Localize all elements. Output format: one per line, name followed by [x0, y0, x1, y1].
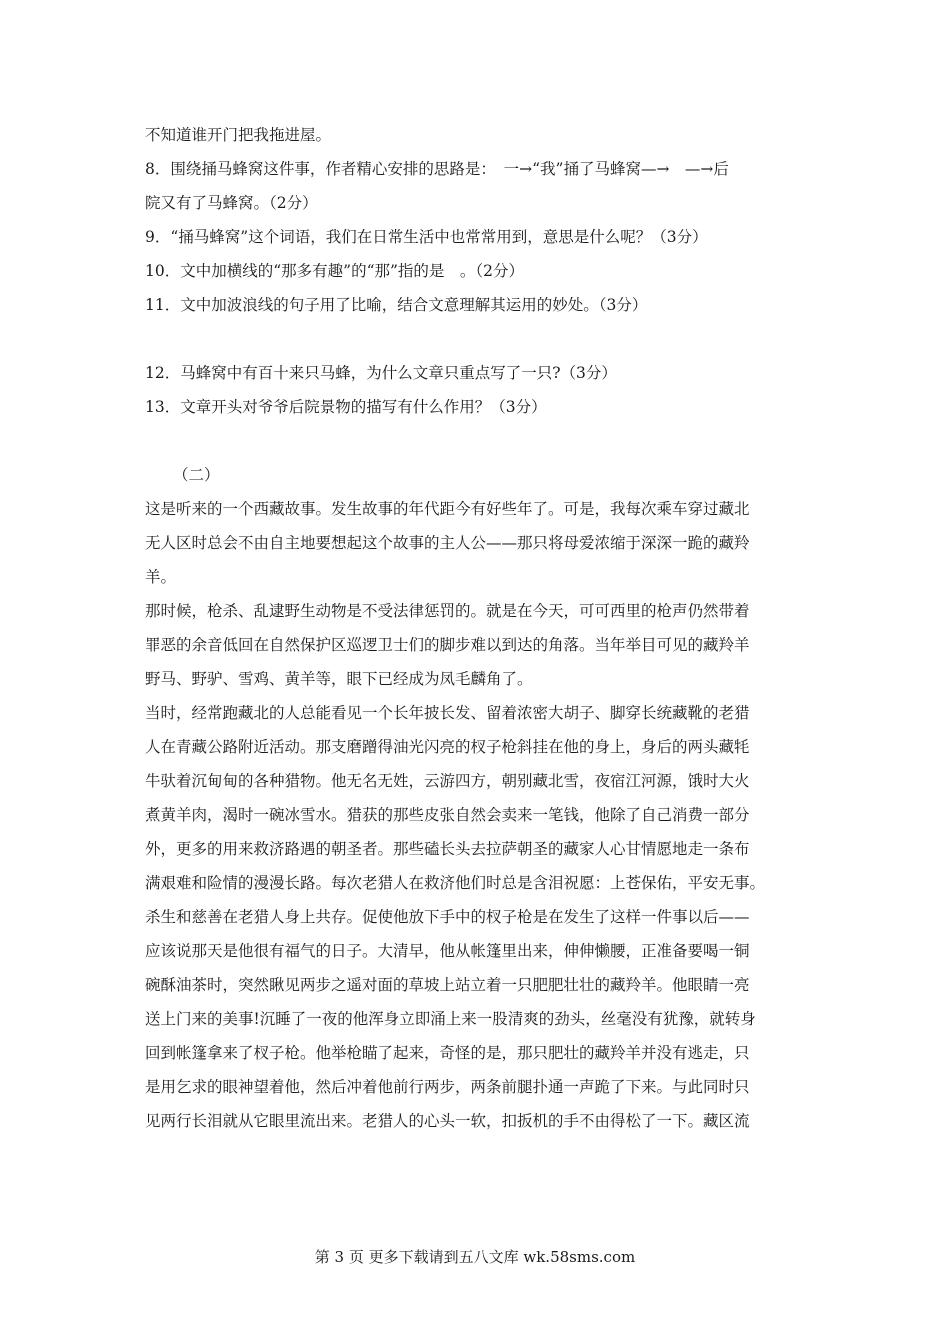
- passage-line: 满艰难和险情的漫漫长路。每次老猎人在救济他们时总是含泪祝愿：上苍保佑，平安无事。: [145, 874, 766, 892]
- question-13: 13．文章开头对爷爷后院景物的描写有什么作用？（3分）: [145, 398, 547, 416]
- passage-line: 当时，经常跑藏北的人总能看见一个长年披长发、留着浓密大胡子、脚穿长统藏靴的老猎: [145, 704, 750, 722]
- passage-line: 回到帐篷拿来了杈子枪。他举枪瞄了起来，奇怪的是，那只肥壮的藏羚羊并没有逃走，只: [145, 1044, 750, 1062]
- question-8-continuation: 院又有了马蜂窝。（2分）: [145, 194, 318, 212]
- passage-line: 牛驮着沉甸甸的各种猎物。他无名无姓，云游四方，朝别藏北雪，夜宿江河源，饿时大火: [145, 772, 750, 790]
- questions-block: [145, 118, 815, 424]
- passage-line: 送上门来的美事!沉睡了一夜的他浑身立即涌上来一股清爽的劲头，丝毫没有犹豫，就转身: [145, 1010, 756, 1028]
- passage-line: 煮黄羊肉，渴时一碗冰雪水。猎获的那些皮张自然会卖来一笔钱，他除了自己消费一部分: [145, 806, 750, 824]
- section-spacer: [145, 424, 815, 458]
- passage-line: 罪恶的余音低回在自然保护区巡逻卫士们的脚步难以到达的角落。当年举目可见的藏羚羊: [145, 636, 750, 654]
- passage-line: 外，更多的用来救济路遇的朝圣者。那些磕长头去拉萨朝圣的藏家人心甘情愿地走一条布: [145, 840, 750, 858]
- page-footer: 第 3 页 更多下载请到五八文库 wk.58sms.com: [314, 1248, 636, 1266]
- passage-line: 见两行长泪就从它眼里流出来。老猎人的心头一软，扣扳机的手不由得松了一下。藏区流: [145, 1112, 750, 1130]
- passage-line: 这是听来的一个西藏故事。发生故事的年代距今有好些年了。可是，我每次乘车穿过藏北: [145, 500, 750, 518]
- question-11: 11．文中加波浪线的句子用了比喻，结合文意理解其运用的妙处。（3分）: [145, 296, 648, 314]
- answer-space: [145, 322, 815, 356]
- section-two: [145, 458, 815, 1138]
- passage-line: 碗酥油茶时，突然瞅见两步之遥对面的草坡上站立着一只肥肥壮壮的藏羚羊。他眼睛一亮: [145, 976, 750, 994]
- passage-line: 无人区时总会不由自主地要想起这个故事的主人公——那只将母爱浓缩于深深一跪的藏羚: [145, 534, 750, 552]
- passage-line: 人在青藏公路附近活动。那支磨蹭得油光闪亮的杈子枪斜挂在他的身上，身后的两头藏牦: [145, 738, 750, 756]
- passage-line: 那时候，枪杀、乱逮野生动物是不受法律惩罚的。就是在今天，可可西里的枪声仍然带着: [145, 602, 750, 620]
- question-8-line: 8．围绕捅马蜂窝这件事，作者精心安排的思路是： 一→“我”捅了马蜂窝—→ —→后: [145, 160, 729, 178]
- question-12: 12．马蜂窝中有百十来只马蜂，为什么文章只重点写了一只?（3分）: [145, 364, 617, 382]
- passage-line: 野马、野驴、雪鸡、黄羊等，眼下已经成为凤毛麟角了。: [145, 670, 533, 688]
- page-content: [145, 118, 815, 1138]
- passage-line: 是用乞求的眼神望着他，然后冲着他前行两步，两条前腿扑通一声跪了下来。与此同时只: [145, 1078, 750, 1096]
- question-9: 9．“捅马蜂窝”这个词语，我们在日常生活中也常常用到，意思是什么呢？（3分）: [145, 228, 708, 246]
- section-title: （二）: [173, 466, 220, 484]
- text-line: 不知道谁开门把我拖进屋。: [145, 126, 332, 144]
- passage-line: 羊。: [145, 568, 177, 586]
- question-10: 10．文中加横线的“那多有趣”的“那”指的是 。（2分）: [145, 262, 525, 280]
- passage-line: 应该说那天是他很有福气的日子。大清早，他从帐篷里出来，伸伸懒腰，正准备要喝一铜: [145, 942, 750, 960]
- passage-line: 杀生和慈善在老猎人身上共存。促使他放下手中的杈子枪是在发生了这样一件事以后——: [145, 908, 750, 926]
